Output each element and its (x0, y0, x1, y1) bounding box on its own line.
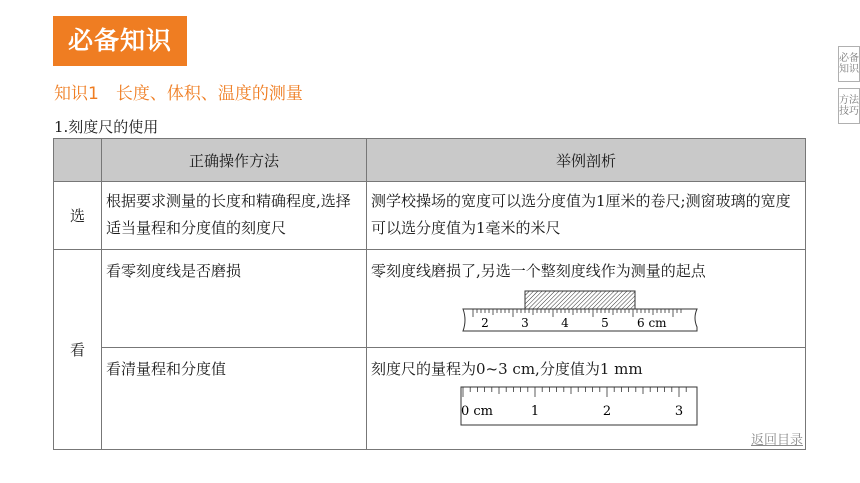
example-text: 测学校操场的宽度可以选分度值为1厘米的卷尺;测窗玻璃的宽度可以选分度值为1毫米的米尺 (371, 192, 791, 237)
header-example: 举例剖析 (367, 139, 806, 182)
ruler-usage-table (53, 138, 806, 450)
example-text: 刻度尺的量程为0~3 cm,分度值为1 mm (371, 360, 643, 378)
table-row (54, 348, 806, 450)
table-row (54, 182, 806, 250)
ruler-label: 2 (481, 316, 489, 330)
range-ruler-svg (459, 385, 703, 431)
ruler-label: 5 (601, 316, 609, 330)
row-label-look: 看 (54, 250, 102, 450)
section-label: 1.刻度尺的使用 (54, 118, 159, 136)
ruler-body (461, 387, 697, 425)
side-tab-knowledge[interactable]: 必备知识 (838, 46, 860, 82)
section-banner: 必备知识 (53, 16, 187, 66)
side-tab-methods[interactable]: 方法技巧 (838, 88, 860, 124)
example-cell (367, 250, 806, 348)
topic-title: 知识1 长度、体积、温度的测量 (54, 84, 303, 104)
method-text: 看清量程和分度值 (106, 360, 227, 378)
worn-ruler-svg (459, 289, 703, 339)
back-to-contents-link[interactable]: 返回目录 (751, 433, 804, 448)
method-cell (102, 250, 367, 348)
measured-object (525, 291, 635, 309)
worn-ruler-figure (459, 289, 805, 343)
side-nav (838, 46, 860, 130)
ruler-label: 4 (561, 316, 569, 330)
ruler-label: 3 (521, 316, 529, 330)
method-text: 根据要求测量的长度和精确程度,选择适当量程和分度值的刻度尺 (106, 192, 351, 237)
example-cell (367, 348, 806, 450)
header-empty (54, 139, 102, 182)
header-method: 正确操作方法 (102, 139, 367, 182)
method-cell (102, 348, 367, 450)
ruler-label: 2 (602, 404, 612, 419)
method-text: 看零刻度线是否磨损 (106, 262, 242, 280)
row-label-select: 选 (54, 182, 102, 250)
range-ruler-figure (459, 385, 805, 435)
table-row (54, 250, 806, 348)
ruler-label: 0 cm (461, 404, 494, 419)
table-header-row (54, 139, 806, 182)
method-cell (102, 182, 367, 250)
ruler-label: 1 (530, 404, 540, 419)
example-cell (367, 182, 806, 250)
ruler-label: 6 cm (637, 316, 667, 330)
example-text: 零刻度线磨损了,另选一个整刻度线作为测量的起点 (371, 262, 706, 280)
ruler-label: 3 (674, 404, 684, 419)
